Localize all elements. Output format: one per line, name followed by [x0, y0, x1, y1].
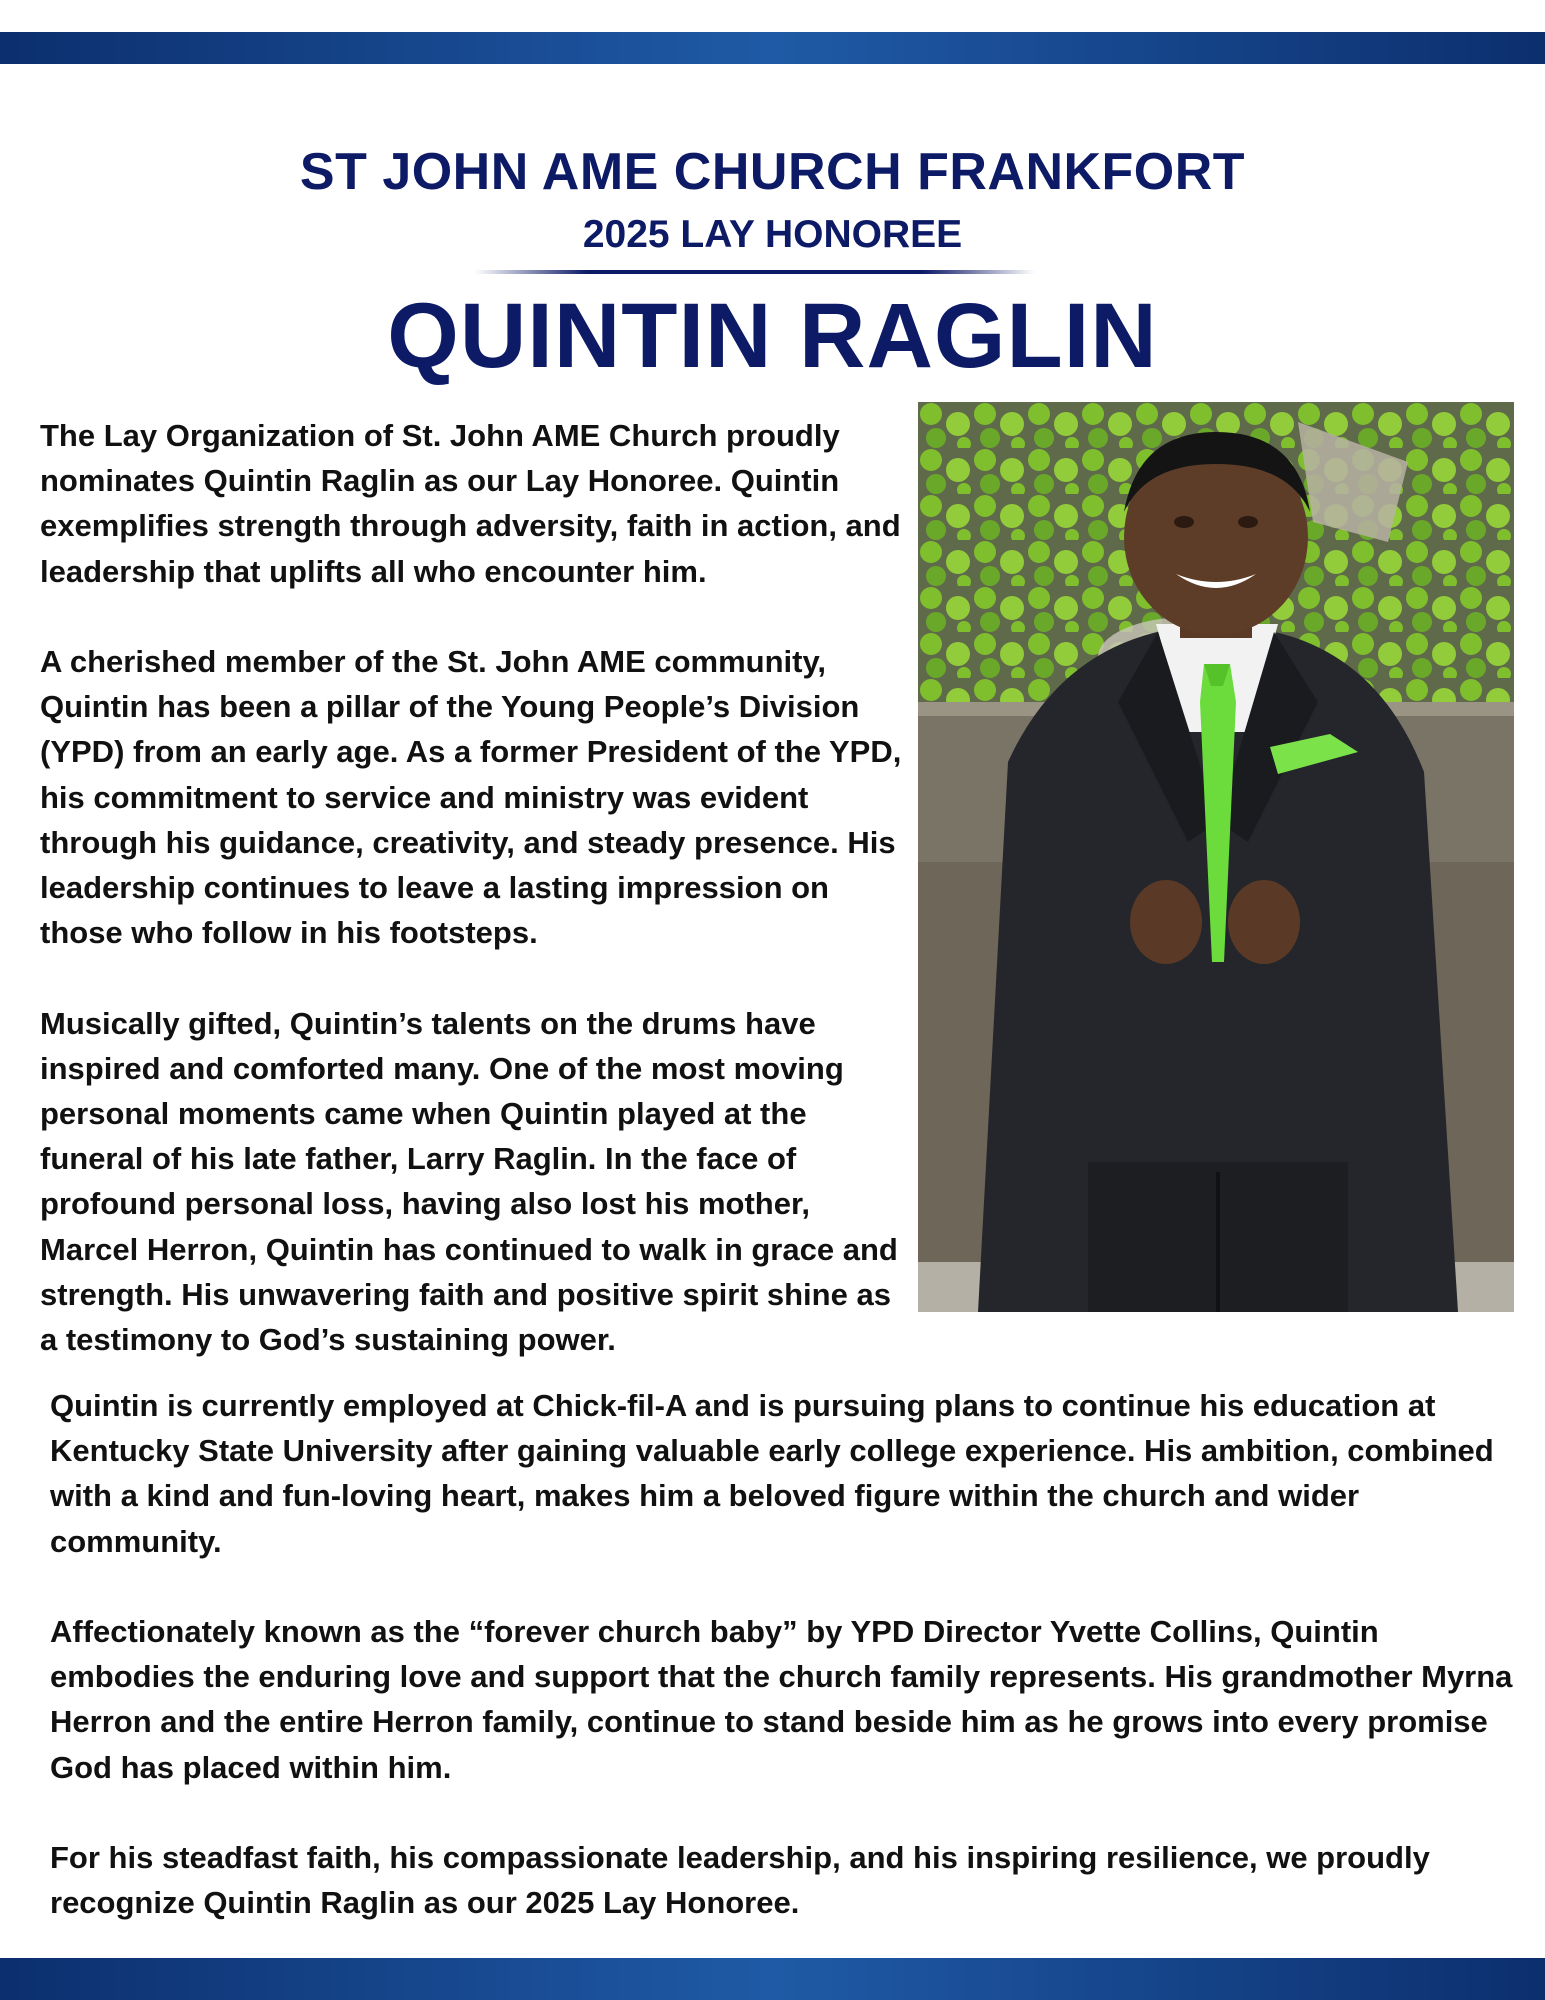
paragraph-music: Musically gifted, Quintin’s talents on the drums have inspired and comforted many. One of the most moving personal moments came when Quintin played at the funeral of his late father, Larry Raglin. In the face of profound personal loss, having also lost his mother, Marcel Herron, Quintin has continued to walk in grace and strength. His unwavering faith and positive spirit shine as a testimony to God’s sustaining power.	[40, 1005, 898, 1358]
paragraph-intro: The Lay Organization of St. John AME Church proudly nominates Quintin Raglin as our Lay Honoree. Quintin exemplifies strength through adversity, faith in action, and leadership that uplifts all who encounter him.	[40, 418, 901, 589]
organization-title: ST JOHN AME CHURCH FRANKFORT	[299, 143, 1246, 201]
bottom-banner-bar	[0, 1958, 1545, 2000]
paragraph-family: Affectionately known as the “forever church baby” by YPD Director Yvette Collins, Quintin embodies the enduring love and support that the church family represents. His grandmother Myrna Herron and the entire Herron family, continue to stand beside him as he grows into every promise God has placed within him.	[50, 1614, 1513, 1785]
biography-left-column	[40, 413, 912, 1362]
paragraph-recognition: For his steadfast faith, his compassionate leadership, and his inspiring resilience, we proudly recognize Quintin Raglin as our 2025 Lay Honoree.	[50, 1840, 1430, 1921]
paragraph-community: A cherished member of the St. John AME community, Quintin has been a pillar of the Young People’s Division (YPD) from an early age. As a former President of the YPD, his commitment to service and ministry was evident through his guidance, creativity, and steady presence. His leadership continues to leave a lasting impression on those who follow in his footsteps.	[40, 644, 902, 951]
honoree-subtitle: 2025 LAY HONOREE	[582, 213, 963, 256]
title-divider	[475, 270, 1035, 274]
honoree-name: QUINTIN RAGLIN	[387, 285, 1158, 387]
top-banner-bar	[0, 32, 1545, 64]
biography-full-width	[50, 1383, 1530, 1925]
paragraph-employment: Quintin is currently employed at Chick-fil-A and is pursuing plans to continue his education at Kentucky State University after gaining valuable early college experience. His ambition, combined with a kind and fun-loving heart, makes him a beloved figure within the church and wider community.	[50, 1388, 1494, 1559]
honoree-photo	[918, 402, 1514, 1312]
